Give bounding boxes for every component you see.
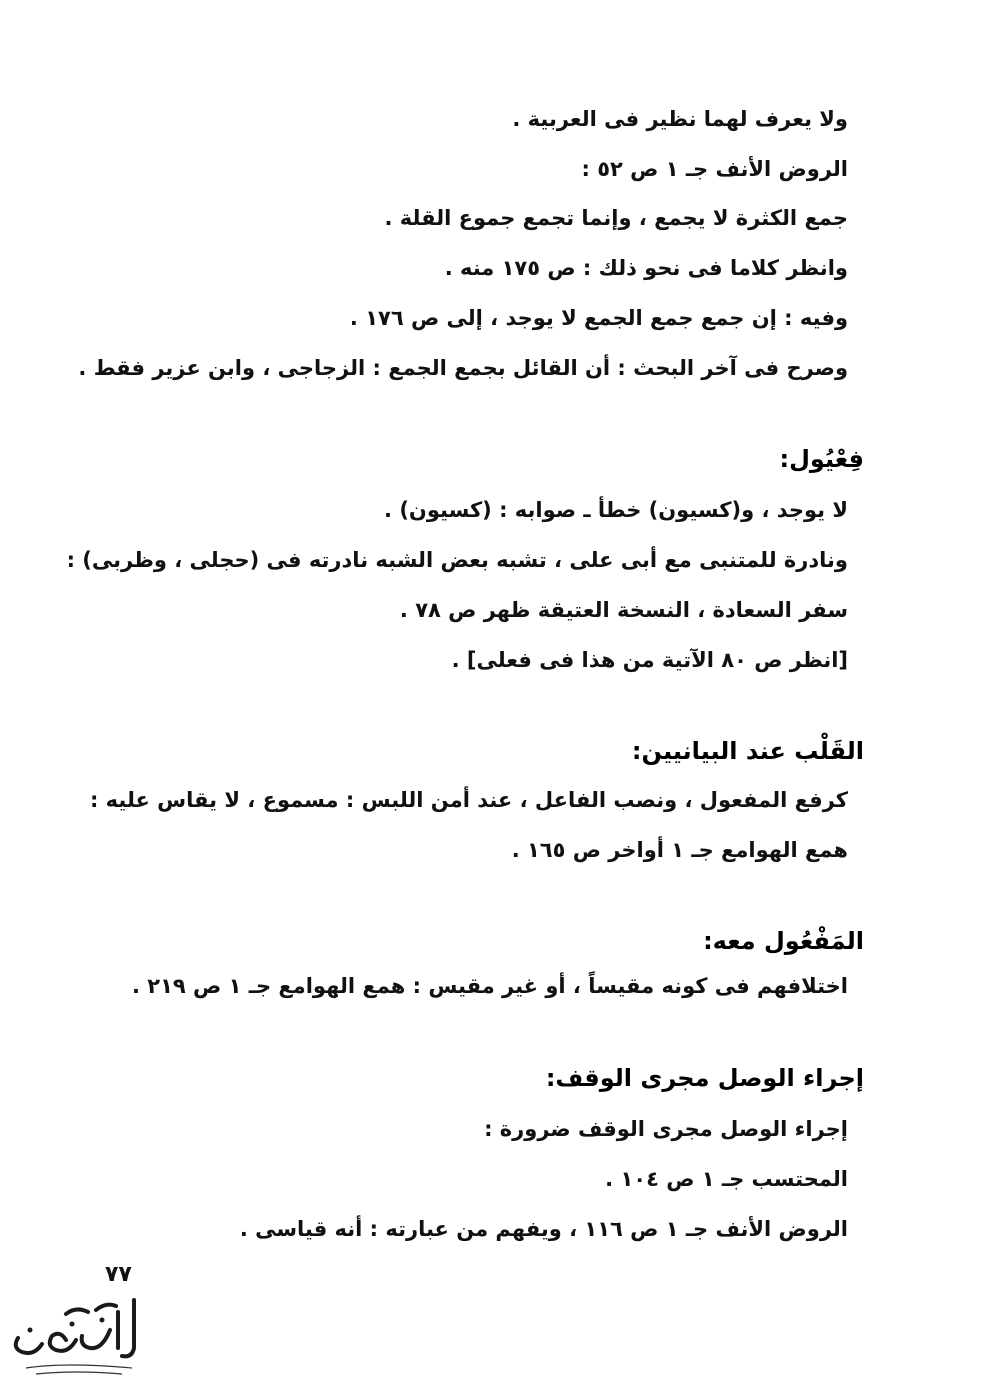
text-line: لا يوجد ، و(كسيون) خطأ ـ صوابه : (كسيون) . [384,498,848,522]
page-number: ٧٧ [105,1262,132,1287]
text-line: جمع الكثرة لا يجمع ، وإنما تجمع جموع القلة . [384,206,848,230]
section-heading: المَفْعُول معه: [703,927,864,955]
text-line: اختلافهم فى كونه مقيساً ، أو غير مقيس : همع الهوامع جـ ١ ص ٢١٩ . [132,974,848,998]
text-line: ونادرة للمتنبى مع أبى على ، تشبه بعض الشبه نادرته فى (حجلى ، وظربى) : [66,548,848,572]
text-line: همع الهوامع جـ ١ أواخر ص ١٦٥ . [511,838,848,862]
library-stamp-logo-icon [6,1290,146,1382]
section-heading: القَلْب عند البيانيين: [631,737,864,765]
text-line: إجراء الوصل مجرى الوقف ضرورة : [484,1117,848,1141]
text-line: سفر السعادة ، النسخة العتيقة ظهر ص ٧٨ . [399,598,848,622]
text-line: كرفع المفعول ، ونصب الفاعل ، عند أمن اللبس : مسموع ، لا يقاس عليه : [89,788,848,812]
text-line: [انظر ص ٨٠ الآتية من هذا فى فعلى] . [451,648,848,672]
text-line: وصرح فى آخر البحث : أن القائل بجمع الجمع : الزجاجى ، وابن عزير فقط . [78,356,848,380]
text-line: ولا يعرف لهما نظير فى العربية . [512,107,848,131]
text-line: وفيه : إن جمع جمع الجمع لا يوجد ، إلى ص ١٧٦ . [349,306,848,330]
text-line: الروض الأنف جـ ١ ص ١١٦ ، ويفهم من عبارته : أنه قياسى . [239,1217,848,1241]
section-heading: إجراء الوصل مجرى الوقف: [545,1064,864,1092]
text-line: المحتسب جـ ١ ص ١٠٤ . [605,1167,848,1191]
section-heading: فِعْيُول: [779,445,864,473]
text-line: وانظر كلاما فى نحو ذلك : ص ١٧٥ منه . [444,256,848,280]
text-line: الروض الأنف جـ ١ ص ٥٢ : [581,157,848,181]
